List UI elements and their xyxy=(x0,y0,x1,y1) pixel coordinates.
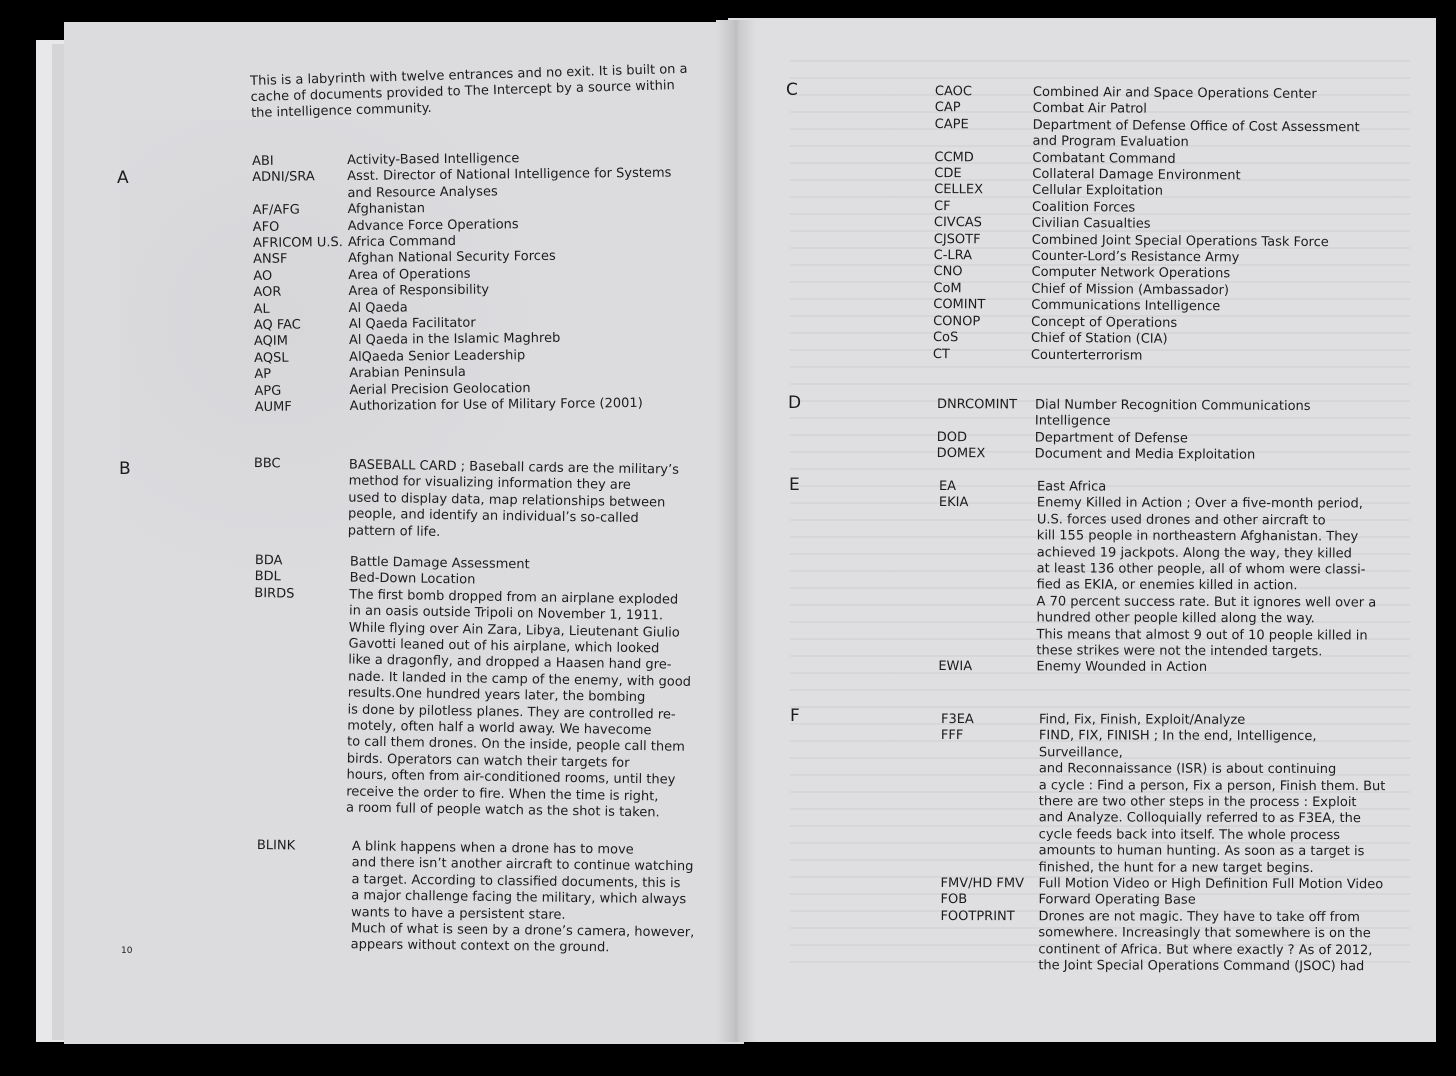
glossary-section-c xyxy=(933,84,1365,366)
entry-abbreviation: CAP xyxy=(934,100,961,116)
glossary-entry xyxy=(933,346,1363,366)
entry-definition: Concept of Operations xyxy=(1031,314,1178,331)
entry-abbreviation: FFF xyxy=(940,728,964,744)
entry-definition: FIND, FIX, FINISH ; In the end, Intelligence, Surveillance, and Reconnaissance (ISR) is about continuing a cycle : Find a person, Fix a person, Finish them. But there are two other steps in the process : Exploit and Analyze. Colloquially referred to as F3EA, the cycle feeds back into itself. The whole process amounts to human hunting. As soon as a target is finished, the hunt for a new target begins. xyxy=(1038,728,1386,876)
entry-abbreviation: COMINT xyxy=(933,297,986,313)
entry-abbreviation: EA xyxy=(938,479,957,495)
section-letter-c: C xyxy=(786,80,798,100)
entry-definition: Area of Operations xyxy=(348,266,471,283)
glossary-entry xyxy=(253,456,694,545)
entry-abbreviation: F3EA xyxy=(940,712,974,728)
entry-definition: Afghanistan xyxy=(347,201,426,218)
entry-definition: Arabian Peninsula xyxy=(349,365,466,382)
entry-abbreviation: CoS xyxy=(932,330,959,346)
glossary-entry xyxy=(941,712,1391,730)
entry-abbreviation: ABI xyxy=(252,153,274,169)
glossary-entry xyxy=(252,166,682,203)
entry-definition: Aerial Precision Geolocation xyxy=(349,380,531,398)
glossary-entry-blink xyxy=(256,838,697,958)
entry-definition: Combined Joint Special Operations Task Force xyxy=(1031,232,1329,250)
glossary-entry-bbc xyxy=(253,456,694,545)
entry-definition: The first bomb dropped from an airplane exploded in an oasis outside Tripoli on November 1, 1911. While flying over Ain Zara, Libya, Lieutenant Giulio Gavotti leaned out of his airplane, which looked like a dragonfly, and dropped a Haasen hand gre- nade. It landed in the camp of the enemy, with good results.One hundred years later, the bombing is done by pilotless planes. They are controlled re- motely, often half a world away. We havecome to call them drones. On the inside, people call them birds. Operators can watch their targets for hours, often from air-conditioned rooms, until they receive the order to fire. When the time is right, a room full of people watch as the shot is taken. xyxy=(345,587,692,821)
entry-definition: Dial Number Recognition Communications Intelligence xyxy=(1034,397,1311,430)
entry-definition: Al Qaeda xyxy=(348,300,408,316)
section-letter-b: B xyxy=(119,459,131,479)
entry-definition: Afghan National Security Forces xyxy=(348,249,556,267)
glossary-section-e xyxy=(938,479,1379,677)
page-number: 10 xyxy=(121,946,133,956)
entry-definition: Authorization for Use of Military Force (2001) xyxy=(349,396,643,415)
entry-abbreviation: CAPE xyxy=(934,116,969,133)
entry-abbreviation: C-LRA xyxy=(933,248,973,264)
entry-abbreviation: DOMEX xyxy=(936,446,986,462)
glossary-entry xyxy=(938,659,1378,677)
entry-definition: Full Motion Video or High Definition Full Motion Video xyxy=(1038,876,1384,893)
entry-definition: Find, Fix, Finish, Exploit/Analyze xyxy=(1038,712,1246,728)
entry-abbreviation: CIVCAS xyxy=(933,215,982,231)
entry-abbreviation: BDL xyxy=(254,569,281,585)
entry-definition: Department of Defense xyxy=(1034,430,1188,447)
entry-abbreviation: AL xyxy=(253,301,270,317)
entry-abbreviation: CONOP xyxy=(933,313,981,330)
glossary-section-b xyxy=(251,553,695,822)
entry-abbreviation: CT xyxy=(932,346,950,362)
entry-definition: Enemy Killed in Action ; Over a five-month period, U.S. forces used drones and other aircraft to kill 155 people in northeastern Afghanistan. They achieved 19 jackpots. Along the way, they killed at least 136 other people, all of whom were classi- fied as EKIA, or enemies killed in action. A 70 percent success rate. But it ignores well over a hundred other people killed along the way. This means that almost 9 out of 10 people killed in these strikes were not the intended targets. xyxy=(1036,495,1377,660)
entry-abbreviation: CNO xyxy=(933,264,963,280)
entry-abbreviation: AOR xyxy=(253,284,282,301)
entry-abbreviation: BIRDS xyxy=(254,585,295,602)
glossary-entry xyxy=(940,892,1390,910)
entry-abbreviation: AFRICOM U.S. xyxy=(252,235,343,252)
glossary-section-d xyxy=(937,397,1377,465)
glossary-entry xyxy=(256,838,697,958)
entry-definition: BASEBALL CARD ; Baseball cards are the military’s method for visualizing information they are used to display data, map relationships between people, and identify an individual’s so-called pattern of life. xyxy=(347,457,680,540)
entry-definition: Forward Operating Base xyxy=(1038,892,1196,909)
entry-definition: Battle Damage Assessment xyxy=(349,554,530,573)
entry-definition: Enemy Wounded in Action xyxy=(1036,659,1208,676)
entry-abbreviation: DOD xyxy=(936,429,968,445)
entry-abbreviation: ADNI/SRA xyxy=(252,169,315,186)
entry-abbreviation: CELLEX xyxy=(934,182,984,198)
entry-abbreviation: AUMF xyxy=(254,399,292,416)
entry-definition: Africa Command xyxy=(347,233,457,251)
intro-paragraph: This is a labyrinth with twelve entrances and no exit. It is built on a cache of documents provided to The Intercept by a source within the intelligence community. xyxy=(250,61,688,121)
entry-abbreviation: CF xyxy=(933,198,951,214)
entry-definition: Chief of Station (CIA) xyxy=(1030,330,1168,347)
entry-definition: Asst. Director of National Intelligence for Systems and Resource Analyses xyxy=(347,166,672,201)
entry-definition: Activity-Based Intelligence xyxy=(346,151,520,169)
entry-abbreviation: AFO xyxy=(252,219,280,235)
spine-gutter xyxy=(716,20,756,1042)
entry-definition: AlQaeda Senior Leadership xyxy=(349,348,526,365)
entry-abbreviation: CAOC xyxy=(934,84,973,100)
glossary-entry xyxy=(941,728,1391,877)
entry-abbreviation: CDE xyxy=(934,166,962,182)
section-letter-a: A xyxy=(117,168,129,188)
entry-definition: Counterterrorism xyxy=(1030,347,1143,364)
entry-definition: Cellular Exploitation xyxy=(1032,183,1164,200)
entry-definition: Chief of Mission (Ambassador) xyxy=(1031,281,1230,299)
entry-abbreviation: BDA xyxy=(254,553,283,569)
glossary-entry xyxy=(251,586,695,823)
glossary-entry xyxy=(934,117,1364,153)
entry-abbreviation: DNRCOMINT xyxy=(936,397,1018,413)
section-letter-e: E xyxy=(789,475,800,495)
entry-definition: Area of Responsibility xyxy=(348,282,490,300)
entry-definition: Document and Media Exploitation xyxy=(1034,446,1256,463)
section-letter-f: F xyxy=(790,706,800,726)
entry-abbreviation: BBC xyxy=(253,456,281,472)
entry-definition: Collateral Damage Environment xyxy=(1032,166,1241,184)
entry-abbreviation: AO xyxy=(253,268,273,284)
entry-definition: Combat Air Patrol xyxy=(1032,101,1147,118)
glossary-section-f xyxy=(940,712,1391,976)
entry-definition: Bed-Down Location xyxy=(349,570,476,588)
entry-abbreviation: AQSL xyxy=(254,350,289,366)
entry-definition: A blink happens when a drone has to move and there isn’t another aircraft to continue watching a target. According to classified documents, this is a major challenge facing the military, which always wants to have a persistent stare. Much of what is seen by a drone’s camera, however, appears without context on the ground. xyxy=(350,839,695,956)
entry-abbreviation: ANSF xyxy=(253,252,288,268)
glossary-section-a xyxy=(252,149,685,416)
entry-abbreviation: FOB xyxy=(940,892,968,908)
entry-definition: Drones are not magic. They have to take off from somewhere. Increasingly that somewhere is on the continent of Africa. But where exactly ? As of 2012, the Joint Special Operations Command (JSOC) had xyxy=(1038,909,1373,975)
glossary-entry xyxy=(938,495,1379,661)
glossary-entry xyxy=(937,446,1377,465)
glossary-entry xyxy=(941,876,1391,894)
entry-abbreviation: CJSOTF xyxy=(933,231,981,248)
entry-abbreviation: EKIA xyxy=(938,495,969,511)
section-letter-d: D xyxy=(788,393,802,413)
entry-abbreviation: EWIA xyxy=(938,659,973,675)
entry-abbreviation: CoM xyxy=(933,280,962,297)
entry-abbreviation: CCMD xyxy=(934,149,974,165)
entry-definition: Computer Network Operations xyxy=(1031,265,1231,282)
glossary-entry xyxy=(940,909,1390,976)
entry-definition: Advance Force Operations xyxy=(347,216,519,234)
entry-definition: East Africa xyxy=(1036,479,1107,495)
entry-definition: Civilian Casualties xyxy=(1031,216,1151,232)
entry-definition: Department of Defense Office of Cost Assessment and Program Evaluation xyxy=(1032,117,1360,151)
entry-abbreviation: FMV/HD FMV xyxy=(940,876,1025,892)
entry-definition: Combatant Command xyxy=(1032,150,1176,167)
entry-abbreviation: AQIM xyxy=(253,334,288,350)
glossary-entry xyxy=(939,479,1379,497)
entry-abbreviation: BLINK xyxy=(256,838,296,854)
entry-abbreviation: AQ FAC xyxy=(253,317,301,334)
entry-abbreviation: AF/AFG xyxy=(252,202,300,219)
entry-definition: Al Qaeda in the Islamic Maghreb xyxy=(348,331,561,349)
entry-definition: Combined Air and Space Operations Center xyxy=(1032,84,1317,102)
glossary-entry xyxy=(937,397,1377,432)
entry-abbreviation: AP xyxy=(254,367,272,383)
entry-definition: Coalition Forces xyxy=(1031,199,1136,216)
entry-definition: Counter-Lord’s Resistance Army xyxy=(1031,248,1240,266)
entry-definition: Al Qaeda Facilitator xyxy=(348,315,476,333)
entry-abbreviation: FOOTPRINT xyxy=(940,908,1015,925)
entry-definition: Communications Intelligence xyxy=(1031,298,1221,315)
entry-abbreviation: APG xyxy=(254,383,282,399)
